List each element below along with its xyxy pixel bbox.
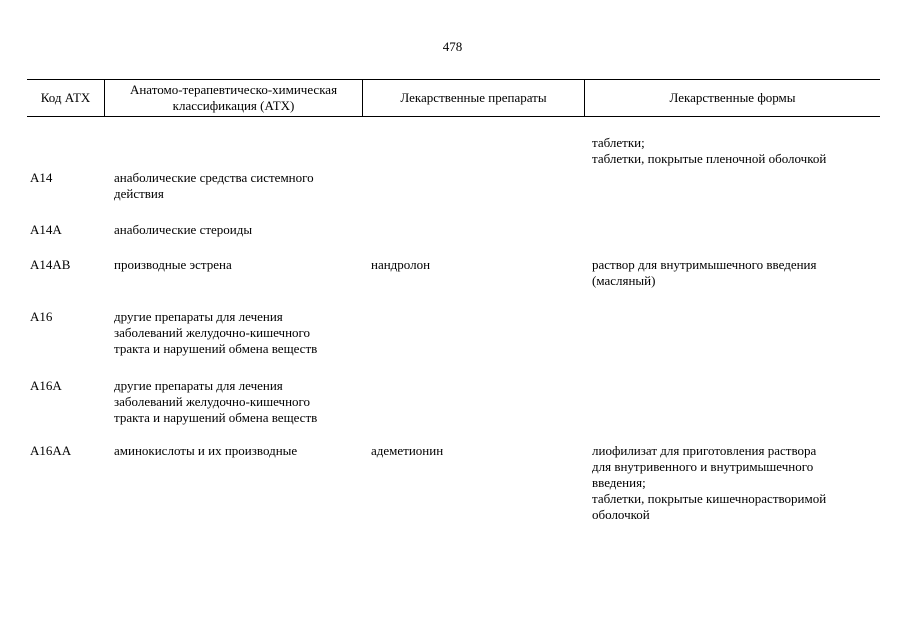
row-classification: другие препараты для лечения заболеваний желудочно-кишечного тракта и нарушений обмена веществ (114, 378, 318, 425)
row-classification: другие препараты для лечения заболеваний желудочно-кишечного тракта и нарушений обмена веществ (114, 309, 318, 356)
row-code: A14 (30, 170, 53, 185)
header-drugs: Лекарственные препараты (363, 80, 585, 116)
row-form: раствор для внутримышечного введения (масляный) (592, 257, 817, 288)
header-classification: Анатомо-терапевтическо-химическая классификация (АТХ) (105, 80, 363, 116)
row-code: A16 (30, 309, 53, 324)
row-form: лиофилизат для приготовления раствора для внутривенного и внутримышечного введения; таблетки, покрытые кишечнорастворимой оболочкой (592, 443, 827, 522)
header-forms: Лекарственные формы (669, 90, 796, 105)
row-drug: адеметионин (371, 443, 444, 458)
continuation-forms: таблетки; таблетки, покрытые пленочной оболочкой (592, 135, 827, 166)
header-code: Код АТХ (27, 80, 105, 116)
atc-table (27, 79, 880, 522)
page-number: 478 (442, 39, 463, 54)
row-classification: анаболические стероиды (114, 222, 253, 237)
row-code: A14A (30, 222, 62, 237)
row-classification: анаболические средства системного действия (114, 170, 314, 201)
row-code: A16AA (30, 443, 72, 458)
table-header (27, 79, 880, 117)
row-code: A14AB (30, 257, 71, 272)
row-classification: аминокислоты и их производные (114, 443, 298, 458)
row-classification: производные эстрена (114, 257, 232, 272)
row-code: A16A (30, 378, 62, 393)
row-drug: нандролон (371, 257, 431, 272)
